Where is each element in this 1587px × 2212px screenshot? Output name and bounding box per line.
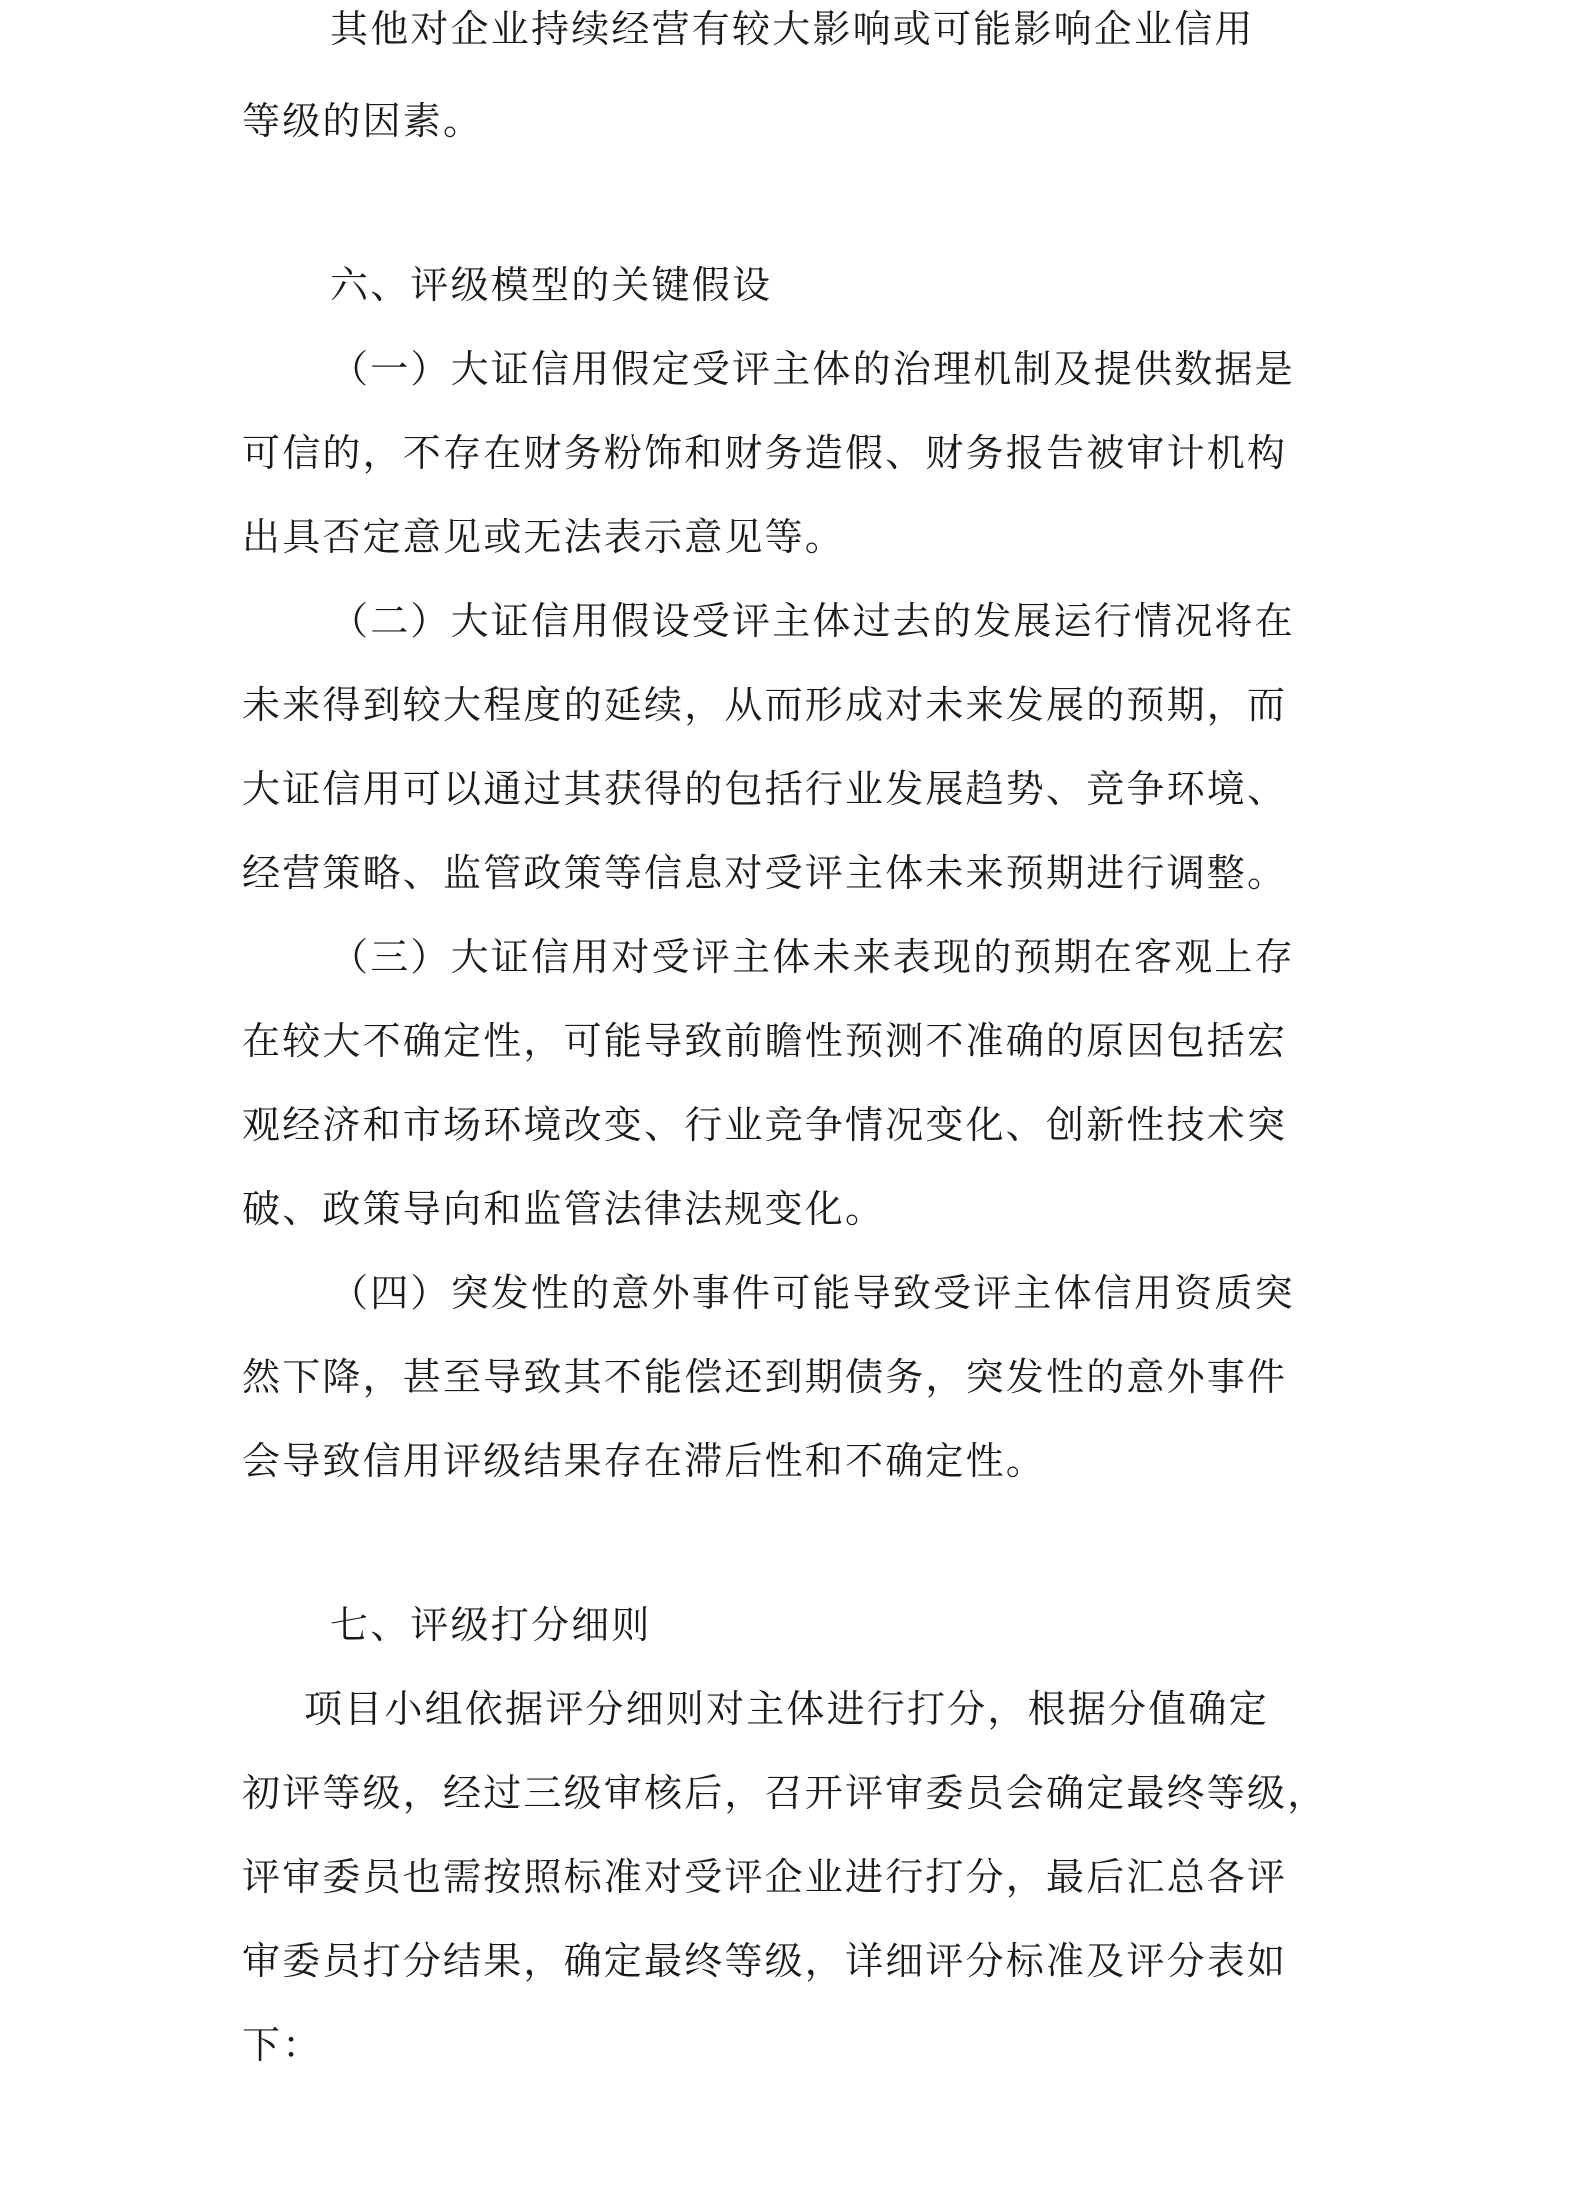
paragraph-line: 评审委员也需按照标准对受评企业进行打分，最后汇总各评 (242, 1855, 1288, 1899)
section-6-heading: 六、评级模型的关键假设 (330, 263, 773, 307)
paragraph-line: 在较大不确定性，可能导致前瞻性预测不准确的原因包括宏 (242, 1019, 1288, 1063)
paragraph-line: 等级的因素。 (242, 99, 484, 143)
paragraph-line: （三）大证信用对受评主体未来表现的预期在客观上存 (330, 935, 1295, 979)
paragraph-line: （二）大证信用假设受评主体过去的发展运行情况将在 (330, 599, 1295, 643)
paragraph-line: 审委员打分结果，确定最终等级，详细评分标准及评分表如 (242, 1939, 1288, 1983)
paragraph-line: 出具否定意见或无法表示意见等。 (242, 515, 846, 559)
paragraph-line: 大证信用可以通过其获得的包括行业发展趋势、竞争环境、 (242, 767, 1288, 811)
paragraph-line: 然下降，甚至导致其不能偿还到期债务，突发性的意外事件 (242, 1355, 1288, 1399)
paragraph-line: 其他对企业持续经营有较大影响或可能影响企业信用 (330, 7, 1255, 51)
paragraph-line: 会导致信用评级结果存在滞后性和不确定性。 (242, 1439, 1047, 1483)
paragraph-line: 观经济和市场环境改变、行业竞争情况变化、创新性技术突 (242, 1103, 1288, 1147)
paragraph-line: 项目小组依据评分细则对主体进行打分，根据分值确定 (304, 1687, 1269, 1731)
paragraph-line: 经营策略、监管政策等信息对受评主体未来预期进行调整。 (242, 851, 1288, 895)
paragraph-line: 可信的，不存在财务粉饰和财务造假、财务报告被审计机构 (242, 431, 1288, 475)
section-7-heading: 七、评级打分细则 (330, 1603, 652, 1647)
paragraph-line: 破、政策导向和监管法律法规变化。 (242, 1187, 886, 1231)
paragraph-line: 初评等级，经过三级审核后，召开评审委员会确定最终等级， (242, 1771, 1328, 1815)
paragraph-line: 下： (242, 2023, 323, 2067)
paragraph-line: （四）突发性的意外事件可能导致受评主体信用资质突 (330, 1271, 1295, 1315)
paragraph-line: 未来得到较大程度的延续，从而形成对未来发展的预期，而 (242, 683, 1288, 727)
paragraph-line: （一）大证信用假定受评主体的治理机制及提供数据是 (330, 347, 1295, 391)
